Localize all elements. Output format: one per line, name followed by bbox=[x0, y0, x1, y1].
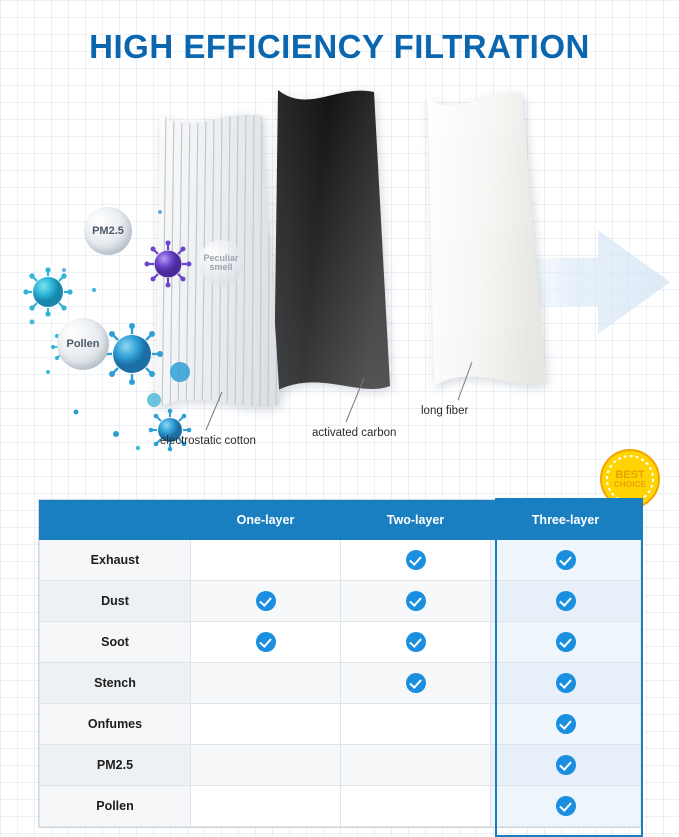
page-title: HIGH EFFICIENCY FILTRATION bbox=[89, 28, 590, 65]
check-icon bbox=[256, 632, 276, 652]
badge-line-2: CHOICE bbox=[613, 479, 647, 489]
row-label: Onfumes bbox=[40, 704, 191, 745]
row-label: Soot bbox=[40, 622, 191, 663]
cell-three-layer bbox=[491, 540, 641, 581]
cell-two-layer bbox=[341, 786, 491, 827]
cell-one-layer bbox=[191, 581, 341, 622]
table-header-row bbox=[40, 501, 641, 540]
cell-one-layer bbox=[191, 540, 341, 581]
table-row bbox=[40, 663, 641, 704]
callout-activated-carbon bbox=[312, 426, 402, 440]
cell-one-layer bbox=[191, 786, 341, 827]
check-icon bbox=[406, 632, 426, 652]
row-label: Dust bbox=[40, 581, 191, 622]
check-icon bbox=[256, 591, 276, 611]
cell-two-layer bbox=[341, 663, 491, 704]
badge-line-1: BEST bbox=[615, 468, 645, 481]
check-icon bbox=[556, 591, 576, 611]
callout-electrostatic-cotton bbox=[160, 434, 270, 448]
comparison-table bbox=[38, 499, 642, 828]
particle-label: PM2.5 bbox=[92, 225, 124, 237]
table-header-one-layer: One-layer bbox=[191, 501, 341, 540]
check-icon bbox=[556, 673, 576, 693]
particle-label: Pollen bbox=[66, 338, 100, 350]
particle-label: Peculiar smell bbox=[203, 252, 239, 272]
check-icon bbox=[406, 673, 426, 693]
cell-one-layer bbox=[191, 663, 341, 704]
check-icon bbox=[556, 755, 576, 775]
check-icon bbox=[556, 550, 576, 570]
filtration-illustration bbox=[0, 82, 679, 487]
table-row bbox=[40, 745, 641, 786]
cell-two-layer bbox=[341, 745, 491, 786]
callout-long-fiber bbox=[421, 404, 531, 418]
table-row bbox=[40, 622, 641, 663]
cell-one-layer bbox=[191, 622, 341, 663]
row-label: Pollen bbox=[40, 786, 191, 827]
table-header-three-layer: Three-layer bbox=[491, 501, 641, 540]
callout-text: electrostatic cotton bbox=[160, 435, 256, 447]
cell-one-layer bbox=[191, 704, 341, 745]
check-icon bbox=[556, 796, 576, 816]
cell-three-layer bbox=[491, 704, 641, 745]
cell-three-layer bbox=[491, 786, 641, 827]
cell-three-layer bbox=[491, 622, 641, 663]
check-icon bbox=[556, 632, 576, 652]
table-row bbox=[40, 581, 641, 622]
cell-three-layer bbox=[491, 745, 641, 786]
row-label: Stench bbox=[40, 663, 191, 704]
cell-two-layer bbox=[341, 540, 491, 581]
cell-two-layer bbox=[341, 581, 491, 622]
callout-text: activated carbon bbox=[312, 427, 397, 439]
table-row bbox=[40, 786, 641, 827]
check-icon bbox=[406, 550, 426, 570]
cell-two-layer bbox=[341, 704, 491, 745]
row-label: PM2.5 bbox=[40, 745, 191, 786]
row-label: Exhaust bbox=[40, 540, 191, 581]
cell-one-layer bbox=[191, 745, 341, 786]
cell-three-layer bbox=[491, 581, 641, 622]
table-row bbox=[40, 704, 641, 745]
table-row bbox=[40, 540, 641, 581]
cell-two-layer bbox=[341, 622, 491, 663]
table-header-two-layer: Two-layer bbox=[341, 501, 491, 540]
cell-three-layer bbox=[491, 663, 641, 704]
callout-text: long fiber bbox=[421, 405, 469, 417]
check-icon bbox=[556, 714, 576, 734]
table-header-corner bbox=[40, 501, 191, 540]
check-icon bbox=[406, 591, 426, 611]
